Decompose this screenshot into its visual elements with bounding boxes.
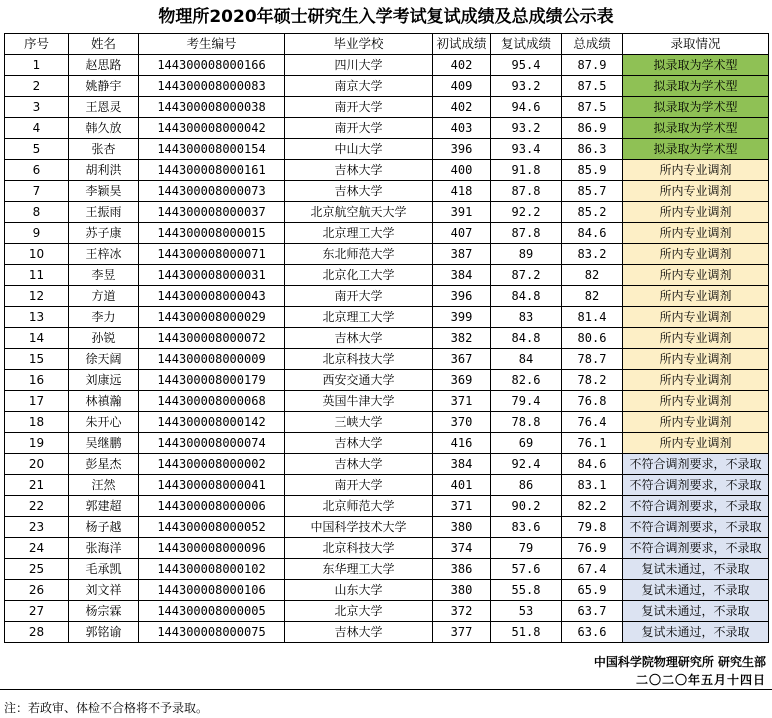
retest-score: 79.4 bbox=[491, 391, 562, 412]
total-score: 63.7 bbox=[562, 601, 623, 622]
admission-status: 所内专业调剂 bbox=[623, 223, 769, 244]
candidate-id: 144300008000106 bbox=[139, 580, 285, 601]
table-row bbox=[5, 286, 769, 307]
candidate-id: 144300008000031 bbox=[139, 265, 285, 286]
student-name: 杨子越 bbox=[69, 517, 139, 538]
initial-score: 402 bbox=[433, 97, 491, 118]
total-score: 85.9 bbox=[562, 160, 623, 181]
table-row bbox=[5, 496, 769, 517]
total-score: 85.7 bbox=[562, 181, 623, 202]
retest-score: 84 bbox=[491, 349, 562, 370]
header-school: 毕业学校 bbox=[285, 34, 433, 55]
table-row bbox=[5, 412, 769, 433]
graduate-school: 北京理工大学 bbox=[285, 307, 433, 328]
candidate-id: 144300008000038 bbox=[139, 97, 285, 118]
retest-score: 83.6 bbox=[491, 517, 562, 538]
student-name: 胡利洪 bbox=[69, 160, 139, 181]
retest-score: 82.6 bbox=[491, 370, 562, 391]
initial-score: 372 bbox=[433, 601, 491, 622]
total-score: 86.3 bbox=[562, 139, 623, 160]
row-number: 18 bbox=[5, 412, 69, 433]
candidate-id: 144300008000006 bbox=[139, 496, 285, 517]
total-score: 83.1 bbox=[562, 475, 623, 496]
student-name: 王梓冰 bbox=[69, 244, 139, 265]
candidate-id: 144300008000043 bbox=[139, 286, 285, 307]
initial-score: 399 bbox=[433, 307, 491, 328]
graduate-school: 南开大学 bbox=[285, 286, 433, 307]
admission-status: 不符合调剂要求，不录取 bbox=[623, 496, 769, 517]
candidate-id: 144300008000166 bbox=[139, 55, 285, 76]
header-candidate-id: 考生编号 bbox=[139, 34, 285, 55]
candidate-id: 144300008000161 bbox=[139, 160, 285, 181]
candidate-id: 144300008000179 bbox=[139, 370, 285, 391]
row-number: 8 bbox=[5, 202, 69, 223]
admission-status: 不符合调剂要求，不录取 bbox=[623, 517, 769, 538]
admission-status: 复试未通过，不录取 bbox=[623, 622, 769, 643]
header-admission-status: 录取情况 bbox=[623, 34, 769, 55]
retest-score: 95.4 bbox=[491, 55, 562, 76]
candidate-id: 144300008000074 bbox=[139, 433, 285, 454]
table-row bbox=[5, 622, 769, 643]
header-name: 姓名 bbox=[69, 34, 139, 55]
row-number: 2 bbox=[5, 76, 69, 97]
student-name: 郭铭谕 bbox=[69, 622, 139, 643]
admission-status: 拟录取为学术型 bbox=[623, 55, 769, 76]
initial-score: 382 bbox=[433, 328, 491, 349]
candidate-id: 144300008000009 bbox=[139, 349, 285, 370]
student-name: 彭星杰 bbox=[69, 454, 139, 475]
table-row bbox=[5, 97, 769, 118]
student-name: 方道 bbox=[69, 286, 139, 307]
row-number: 14 bbox=[5, 328, 69, 349]
table-row bbox=[5, 349, 769, 370]
table-row bbox=[5, 475, 769, 496]
table-row bbox=[5, 139, 769, 160]
table-row bbox=[5, 76, 769, 97]
initial-score: 369 bbox=[433, 370, 491, 391]
table-row bbox=[5, 160, 769, 181]
admission-status: 不符合调剂要求，不录取 bbox=[623, 454, 769, 475]
candidate-id: 144300008000042 bbox=[139, 118, 285, 139]
graduate-school: 北京科技大学 bbox=[285, 538, 433, 559]
student-name: 吴继鹏 bbox=[69, 433, 139, 454]
graduate-school: 英国牛津大学 bbox=[285, 391, 433, 412]
admission-status: 不符合调剂要求，不录取 bbox=[623, 538, 769, 559]
initial-score: 403 bbox=[433, 118, 491, 139]
page-title: 物理所2020年硕士研究生入学考试复试成绩及总成绩公示表 bbox=[158, 7, 614, 27]
candidate-id: 144300008000096 bbox=[139, 538, 285, 559]
row-number: 6 bbox=[5, 160, 69, 181]
row-number: 19 bbox=[5, 433, 69, 454]
total-score: 86.9 bbox=[562, 118, 623, 139]
total-score: 80.6 bbox=[562, 328, 623, 349]
student-name: 刘文祥 bbox=[69, 580, 139, 601]
header-total-score: 总成绩 bbox=[562, 34, 623, 55]
candidate-id: 144300008000002 bbox=[139, 454, 285, 475]
retest-score: 94.6 bbox=[491, 97, 562, 118]
initial-score: 396 bbox=[433, 286, 491, 307]
table-row bbox=[5, 391, 769, 412]
table-row bbox=[5, 265, 769, 286]
candidate-id: 144300008000075 bbox=[139, 622, 285, 643]
retest-score: 90.2 bbox=[491, 496, 562, 517]
admission-status: 所内专业调剂 bbox=[623, 328, 769, 349]
retest-score: 87.2 bbox=[491, 265, 562, 286]
graduate-school: 北京航空航天大学 bbox=[285, 202, 433, 223]
student-name: 赵思路 bbox=[69, 55, 139, 76]
row-number: 10 bbox=[5, 244, 69, 265]
total-score: 87.5 bbox=[562, 97, 623, 118]
graduate-school: 南开大学 bbox=[285, 97, 433, 118]
admission-status: 所内专业调剂 bbox=[623, 202, 769, 223]
total-score: 87.9 bbox=[562, 55, 623, 76]
admission-status: 不符合调剂要求，不录取 bbox=[623, 475, 769, 496]
student-name: 郭建超 bbox=[69, 496, 139, 517]
table-row bbox=[5, 202, 769, 223]
graduate-school: 北京师范大学 bbox=[285, 496, 433, 517]
student-name: 毛承凯 bbox=[69, 559, 139, 580]
retest-score: 57.6 bbox=[491, 559, 562, 580]
graduate-school: 中山大学 bbox=[285, 139, 433, 160]
graduate-school: 中国科学技术大学 bbox=[285, 517, 433, 538]
total-score: 84.6 bbox=[562, 223, 623, 244]
graduate-school: 吉林大学 bbox=[285, 328, 433, 349]
candidate-id: 144300008000041 bbox=[139, 475, 285, 496]
candidate-id: 144300008000102 bbox=[139, 559, 285, 580]
total-score: 79.8 bbox=[562, 517, 623, 538]
header-retest-score: 复试成绩 bbox=[491, 34, 562, 55]
graduate-school: 吉林大学 bbox=[285, 433, 433, 454]
row-number: 17 bbox=[5, 391, 69, 412]
total-score: 81.4 bbox=[562, 307, 623, 328]
admission-status: 所内专业调剂 bbox=[623, 286, 769, 307]
row-number: 16 bbox=[5, 370, 69, 391]
results-table bbox=[4, 33, 769, 643]
admission-status: 所内专业调剂 bbox=[623, 433, 769, 454]
retest-score: 55.8 bbox=[491, 580, 562, 601]
student-name: 韩久放 bbox=[69, 118, 139, 139]
initial-score: 418 bbox=[433, 181, 491, 202]
student-name: 孙锐 bbox=[69, 328, 139, 349]
candidate-id: 144300008000073 bbox=[139, 181, 285, 202]
retest-score: 93.2 bbox=[491, 76, 562, 97]
initial-score: 384 bbox=[433, 454, 491, 475]
initial-score: 386 bbox=[433, 559, 491, 580]
row-number: 25 bbox=[5, 559, 69, 580]
graduate-school: 南开大学 bbox=[285, 475, 433, 496]
row-number: 21 bbox=[5, 475, 69, 496]
candidate-id: 144300008000052 bbox=[139, 517, 285, 538]
admission-status: 所内专业调剂 bbox=[623, 160, 769, 181]
student-name: 林禛瀚 bbox=[69, 391, 139, 412]
candidate-id: 144300008000037 bbox=[139, 202, 285, 223]
graduate-school: 北京科技大学 bbox=[285, 349, 433, 370]
student-name: 张海洋 bbox=[69, 538, 139, 559]
table-row bbox=[5, 181, 769, 202]
initial-score: 402 bbox=[433, 55, 491, 76]
retest-score: 92.4 bbox=[491, 454, 562, 475]
retest-score: 93.2 bbox=[491, 118, 562, 139]
header-initial-score: 初试成绩 bbox=[433, 34, 491, 55]
retest-score: 83 bbox=[491, 307, 562, 328]
graduate-school: 北京理工大学 bbox=[285, 223, 433, 244]
admission-status: 复试未通过，不录取 bbox=[623, 601, 769, 622]
graduate-school: 南京大学 bbox=[285, 76, 433, 97]
row-number: 3 bbox=[5, 97, 69, 118]
row-number: 11 bbox=[5, 265, 69, 286]
student-name: 汪然 bbox=[69, 475, 139, 496]
student-name: 朱开心 bbox=[69, 412, 139, 433]
admission-status: 所内专业调剂 bbox=[623, 370, 769, 391]
admission-status: 拟录取为学术型 bbox=[623, 76, 769, 97]
retest-score: 92.2 bbox=[491, 202, 562, 223]
admission-status: 所内专业调剂 bbox=[623, 265, 769, 286]
graduate-school: 吉林大学 bbox=[285, 160, 433, 181]
initial-score: 367 bbox=[433, 349, 491, 370]
student-name: 苏子康 bbox=[69, 223, 139, 244]
header-no: 序号 bbox=[5, 34, 69, 55]
retest-score: 51.8 bbox=[491, 622, 562, 643]
admission-status: 复试未通过，不录取 bbox=[623, 580, 769, 601]
row-number: 28 bbox=[5, 622, 69, 643]
initial-score: 396 bbox=[433, 139, 491, 160]
table-row bbox=[5, 244, 769, 265]
student-name: 王恩灵 bbox=[69, 97, 139, 118]
row-number: 7 bbox=[5, 181, 69, 202]
total-score: 76.4 bbox=[562, 412, 623, 433]
row-number: 13 bbox=[5, 307, 69, 328]
issuing-organization: 中国科学院物理研究所 研究生部 bbox=[593, 655, 766, 669]
student-name: 李昱 bbox=[69, 265, 139, 286]
admission-status: 所内专业调剂 bbox=[623, 412, 769, 433]
table-row bbox=[5, 118, 769, 139]
admission-status: 复试未通过，不录取 bbox=[623, 559, 769, 580]
issue-date: 二〇二〇年五月十四日 bbox=[635, 673, 766, 687]
retest-score: 69 bbox=[491, 433, 562, 454]
initial-score: 401 bbox=[433, 475, 491, 496]
graduate-school: 四川大学 bbox=[285, 55, 433, 76]
table-row bbox=[5, 601, 769, 622]
retest-score: 93.4 bbox=[491, 139, 562, 160]
candidate-id: 144300008000015 bbox=[139, 223, 285, 244]
total-score: 84.6 bbox=[562, 454, 623, 475]
retest-score: 89 bbox=[491, 244, 562, 265]
table-row bbox=[5, 580, 769, 601]
row-number: 24 bbox=[5, 538, 69, 559]
table-row bbox=[5, 454, 769, 475]
initial-score: 400 bbox=[433, 160, 491, 181]
footnote: 注：若政审、体检不合格将不予录取。 bbox=[4, 701, 209, 715]
row-number: 27 bbox=[5, 601, 69, 622]
graduate-school: 北京大学 bbox=[285, 601, 433, 622]
table-row bbox=[5, 55, 769, 76]
retest-score: 87.8 bbox=[491, 223, 562, 244]
candidate-id: 144300008000068 bbox=[139, 391, 285, 412]
initial-score: 370 bbox=[433, 412, 491, 433]
row-number: 9 bbox=[5, 223, 69, 244]
row-number: 15 bbox=[5, 349, 69, 370]
retest-score: 86 bbox=[491, 475, 562, 496]
initial-score: 380 bbox=[433, 580, 491, 601]
initial-score: 391 bbox=[433, 202, 491, 223]
graduate-school: 山东大学 bbox=[285, 580, 433, 601]
table-row bbox=[5, 307, 769, 328]
retest-score: 53 bbox=[491, 601, 562, 622]
retest-score: 91.8 bbox=[491, 160, 562, 181]
student-name: 李力 bbox=[69, 307, 139, 328]
graduate-school: 北京化工大学 bbox=[285, 265, 433, 286]
candidate-id: 144300008000083 bbox=[139, 76, 285, 97]
admission-status: 所内专业调剂 bbox=[623, 307, 769, 328]
total-score: 67.4 bbox=[562, 559, 623, 580]
total-score: 82.2 bbox=[562, 496, 623, 517]
table-row bbox=[5, 370, 769, 391]
total-score: 83.2 bbox=[562, 244, 623, 265]
total-score: 76.9 bbox=[562, 538, 623, 559]
total-score: 76.8 bbox=[562, 391, 623, 412]
initial-score: 380 bbox=[433, 517, 491, 538]
student-name: 姚静宇 bbox=[69, 76, 139, 97]
total-score: 65.9 bbox=[562, 580, 623, 601]
table-row bbox=[5, 538, 769, 559]
candidate-id: 144300008000154 bbox=[139, 139, 285, 160]
total-score: 78.2 bbox=[562, 370, 623, 391]
initial-score: 416 bbox=[433, 433, 491, 454]
table-row bbox=[5, 517, 769, 538]
row-number: 23 bbox=[5, 517, 69, 538]
table-row bbox=[5, 328, 769, 349]
admission-status: 所内专业调剂 bbox=[623, 391, 769, 412]
retest-score: 87.8 bbox=[491, 181, 562, 202]
initial-score: 374 bbox=[433, 538, 491, 559]
admission-status: 所内专业调剂 bbox=[623, 244, 769, 265]
admission-status: 所内专业调剂 bbox=[623, 349, 769, 370]
candidate-id: 144300008000142 bbox=[139, 412, 285, 433]
total-score: 82 bbox=[562, 265, 623, 286]
total-score: 63.6 bbox=[562, 622, 623, 643]
row-number: 5 bbox=[5, 139, 69, 160]
table-header-row bbox=[5, 34, 769, 55]
admission-status: 拟录取为学术型 bbox=[623, 118, 769, 139]
initial-score: 384 bbox=[433, 265, 491, 286]
initial-score: 377 bbox=[433, 622, 491, 643]
graduate-school: 西安交通大学 bbox=[285, 370, 433, 391]
row-number: 20 bbox=[5, 454, 69, 475]
admission-status: 拟录取为学术型 bbox=[623, 139, 769, 160]
candidate-id: 144300008000071 bbox=[139, 244, 285, 265]
admission-status: 所内专业调剂 bbox=[623, 181, 769, 202]
retest-score: 84.8 bbox=[491, 328, 562, 349]
row-number: 4 bbox=[5, 118, 69, 139]
table-row bbox=[5, 433, 769, 454]
initial-score: 387 bbox=[433, 244, 491, 265]
candidate-id: 144300008000029 bbox=[139, 307, 285, 328]
initial-score: 409 bbox=[433, 76, 491, 97]
initial-score: 371 bbox=[433, 496, 491, 517]
graduate-school: 吉林大学 bbox=[285, 622, 433, 643]
graduate-school: 吉林大学 bbox=[285, 454, 433, 475]
student-name: 刘康远 bbox=[69, 370, 139, 391]
row-number: 22 bbox=[5, 496, 69, 517]
row-number: 1 bbox=[5, 55, 69, 76]
retest-score: 78.8 bbox=[491, 412, 562, 433]
student-name: 王振雨 bbox=[69, 202, 139, 223]
student-name: 杨宗霖 bbox=[69, 601, 139, 622]
graduate-school: 东华理工大学 bbox=[285, 559, 433, 580]
table-row bbox=[5, 223, 769, 244]
graduate-school: 三峡大学 bbox=[285, 412, 433, 433]
total-score: 85.2 bbox=[562, 202, 623, 223]
table-row bbox=[5, 559, 769, 580]
retest-score: 79 bbox=[491, 538, 562, 559]
initial-score: 407 bbox=[433, 223, 491, 244]
graduate-school: 南开大学 bbox=[285, 118, 433, 139]
candidate-id: 144300008000072 bbox=[139, 328, 285, 349]
student-name: 李颖昊 bbox=[69, 181, 139, 202]
admission-status: 拟录取为学术型 bbox=[623, 97, 769, 118]
graduate-school: 东北师范大学 bbox=[285, 244, 433, 265]
initial-score: 371 bbox=[433, 391, 491, 412]
student-name: 徐天阔 bbox=[69, 349, 139, 370]
retest-score: 84.8 bbox=[491, 286, 562, 307]
row-number: 12 bbox=[5, 286, 69, 307]
graduate-school: 吉林大学 bbox=[285, 181, 433, 202]
student-name: 张杏 bbox=[69, 139, 139, 160]
row-number: 26 bbox=[5, 580, 69, 601]
candidate-id: 144300008000005 bbox=[139, 601, 285, 622]
total-score: 76.1 bbox=[562, 433, 623, 454]
total-score: 87.5 bbox=[562, 76, 623, 97]
note-divider bbox=[0, 689, 772, 690]
total-score: 82 bbox=[562, 286, 623, 307]
total-score: 78.7 bbox=[562, 349, 623, 370]
